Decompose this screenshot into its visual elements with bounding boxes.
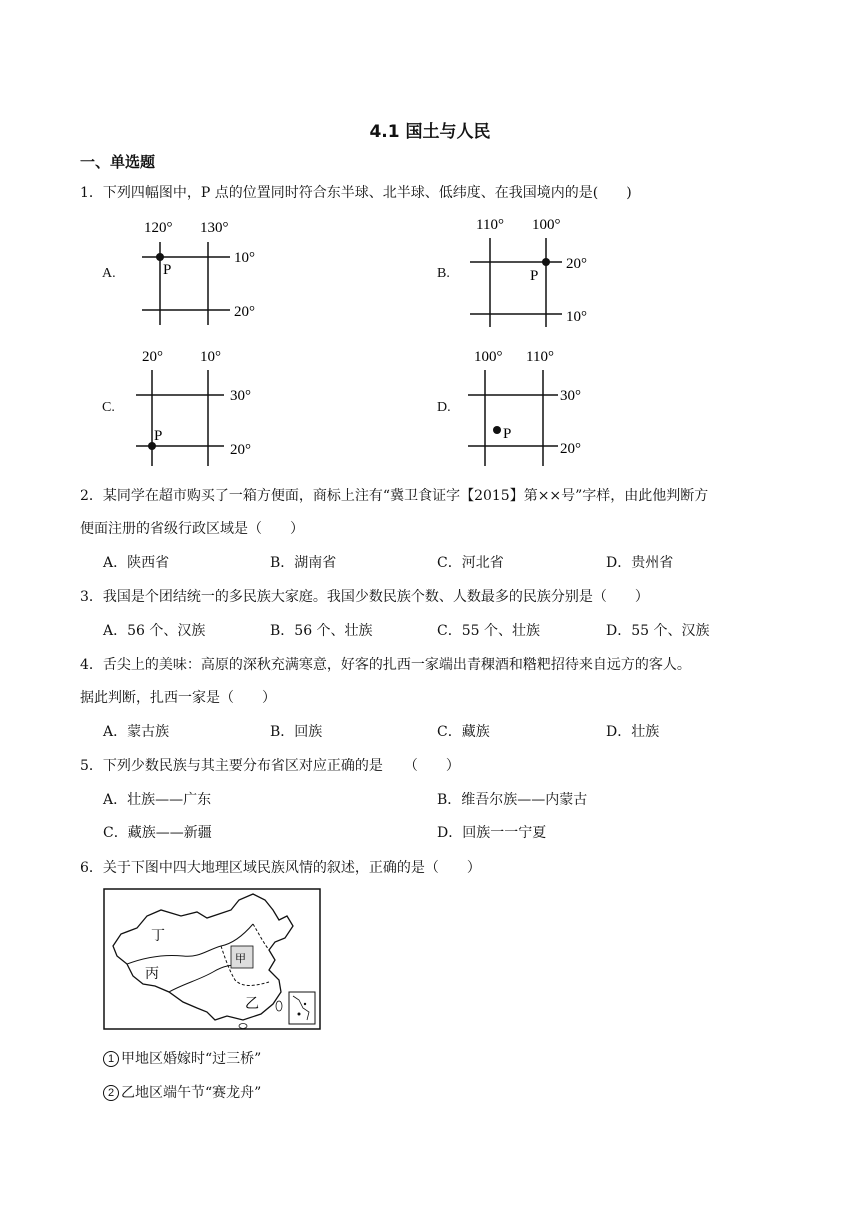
map-label-ding: 丁	[151, 929, 165, 944]
question-2-stem-line2: 便面注册的省级行政区域是（ ）	[80, 521, 304, 537]
option-d-label: D.	[437, 400, 451, 415]
question-3-stem: 3．我国是个团结统一的多民族大家庭。我国少数民族个数、人数最多的民族分别是（ ）	[80, 589, 649, 605]
lat-bottom-label: 20°	[230, 442, 251, 458]
grid-diagram-a	[130, 210, 270, 330]
q4-option-b: B．回族	[270, 724, 323, 740]
q5-option-a: A．壮族——广东	[103, 792, 212, 808]
q5-option-b: B．维吾尔族——内蒙古	[437, 792, 588, 808]
lat-bottom-label: 10°	[566, 309, 587, 325]
q3-option-b: B．56 个、壮族	[270, 623, 373, 639]
option-c-label: C.	[102, 400, 115, 415]
point-p-label: P	[530, 268, 539, 284]
point-p-label: P	[503, 426, 512, 442]
lon-right-label: 100°	[532, 217, 561, 233]
q5-option-c: C．藏族——新疆	[103, 825, 212, 841]
statement-1	[103, 1048, 261, 1068]
question-4-stem-line1: 4．舌尖上的美味：高原的深秋充满寒意，好客的扎西一家端出青稞酒和糌粑招待来自远方的客人。	[80, 657, 691, 673]
q5-option-d: D．回族一一宁夏	[437, 825, 547, 841]
q2-option-c: C．河北省	[437, 555, 504, 571]
q3-option-a: A．56 个、汉族	[103, 623, 206, 639]
map-label-yi: 乙	[245, 997, 259, 1012]
lat-top-label: 10°	[234, 250, 255, 266]
point-p-marker	[156, 253, 164, 261]
map-label-jia: 甲	[235, 953, 246, 965]
lat-top-label: 30°	[230, 388, 251, 404]
option-a-label: A.	[102, 266, 116, 281]
lat-top-label: 30°	[560, 388, 581, 404]
point-p-label: P	[163, 262, 172, 278]
q3-option-c: C．55 个、壮族	[437, 623, 540, 639]
lat-bottom-label: 20°	[234, 304, 255, 320]
question-5-stem: 5．下列少数民族与其主要分布省区对应正确的是 （ ）	[80, 758, 460, 774]
q4-option-a: A．蒙古族	[103, 724, 170, 740]
grid-diagram-c	[130, 342, 270, 470]
lon-right-label: 110°	[526, 349, 554, 365]
option-b-label: B.	[437, 266, 450, 281]
question-4-stem-line2: 据此判断，扎西一家是（ ）	[80, 690, 276, 706]
map-label-bing: 丙	[145, 967, 159, 982]
grid-diagram-d	[460, 342, 610, 470]
page-title: 4.1 国土与人民	[369, 122, 491, 142]
china-regions-map	[103, 888, 323, 1033]
point-p-marker	[493, 426, 501, 434]
lon-right-label: 130°	[200, 220, 229, 236]
q2-option-d: D．贵州省	[606, 555, 674, 571]
q2-option-a: A．陕西省	[103, 555, 170, 571]
question-1-stem: 1．下列四幅图中，P 点的位置同时符合东半球、北半球、低纬度、在我国境内的是( )	[80, 185, 632, 201]
section-heading: 一、单选题	[80, 153, 156, 171]
lon-right-label: 10°	[200, 349, 221, 365]
statement-1-text: 甲地区婚嫁时“过三桥”	[121, 1051, 262, 1067]
lat-top-label: 20°	[566, 256, 587, 272]
point-p-label: P	[154, 428, 163, 444]
question-2-stem-line1: 2．某同学在超市购买了一箱方便面，商标上注有“冀卫食证字【2015】第××号”字样，由此他判断方	[80, 488, 709, 504]
lon-left-label: 120°	[144, 220, 173, 236]
q2-option-b: B．湖南省	[270, 555, 337, 571]
lon-left-label: 110°	[476, 217, 504, 233]
q3-option-d: D．55 个、汉族	[606, 623, 710, 639]
question-6-stem: 6．关于下图中四大地理区域民族风情的叙述，正确的是（ ）	[80, 860, 481, 876]
circled-number-2: 2	[103, 1085, 119, 1101]
q4-option-d: D．壮族	[606, 724, 660, 740]
statement-2	[103, 1082, 261, 1102]
grid-diagram-b	[460, 210, 610, 330]
point-p-marker	[542, 258, 550, 266]
circled-number-1: 1	[103, 1051, 119, 1067]
statement-2-text: 乙地区端午节“赛龙舟”	[121, 1085, 262, 1101]
lon-left-label: 20°	[142, 349, 163, 365]
q4-option-c: C．藏族	[437, 724, 490, 740]
lon-left-label: 100°	[474, 349, 503, 365]
lat-bottom-label: 20°	[560, 441, 581, 457]
